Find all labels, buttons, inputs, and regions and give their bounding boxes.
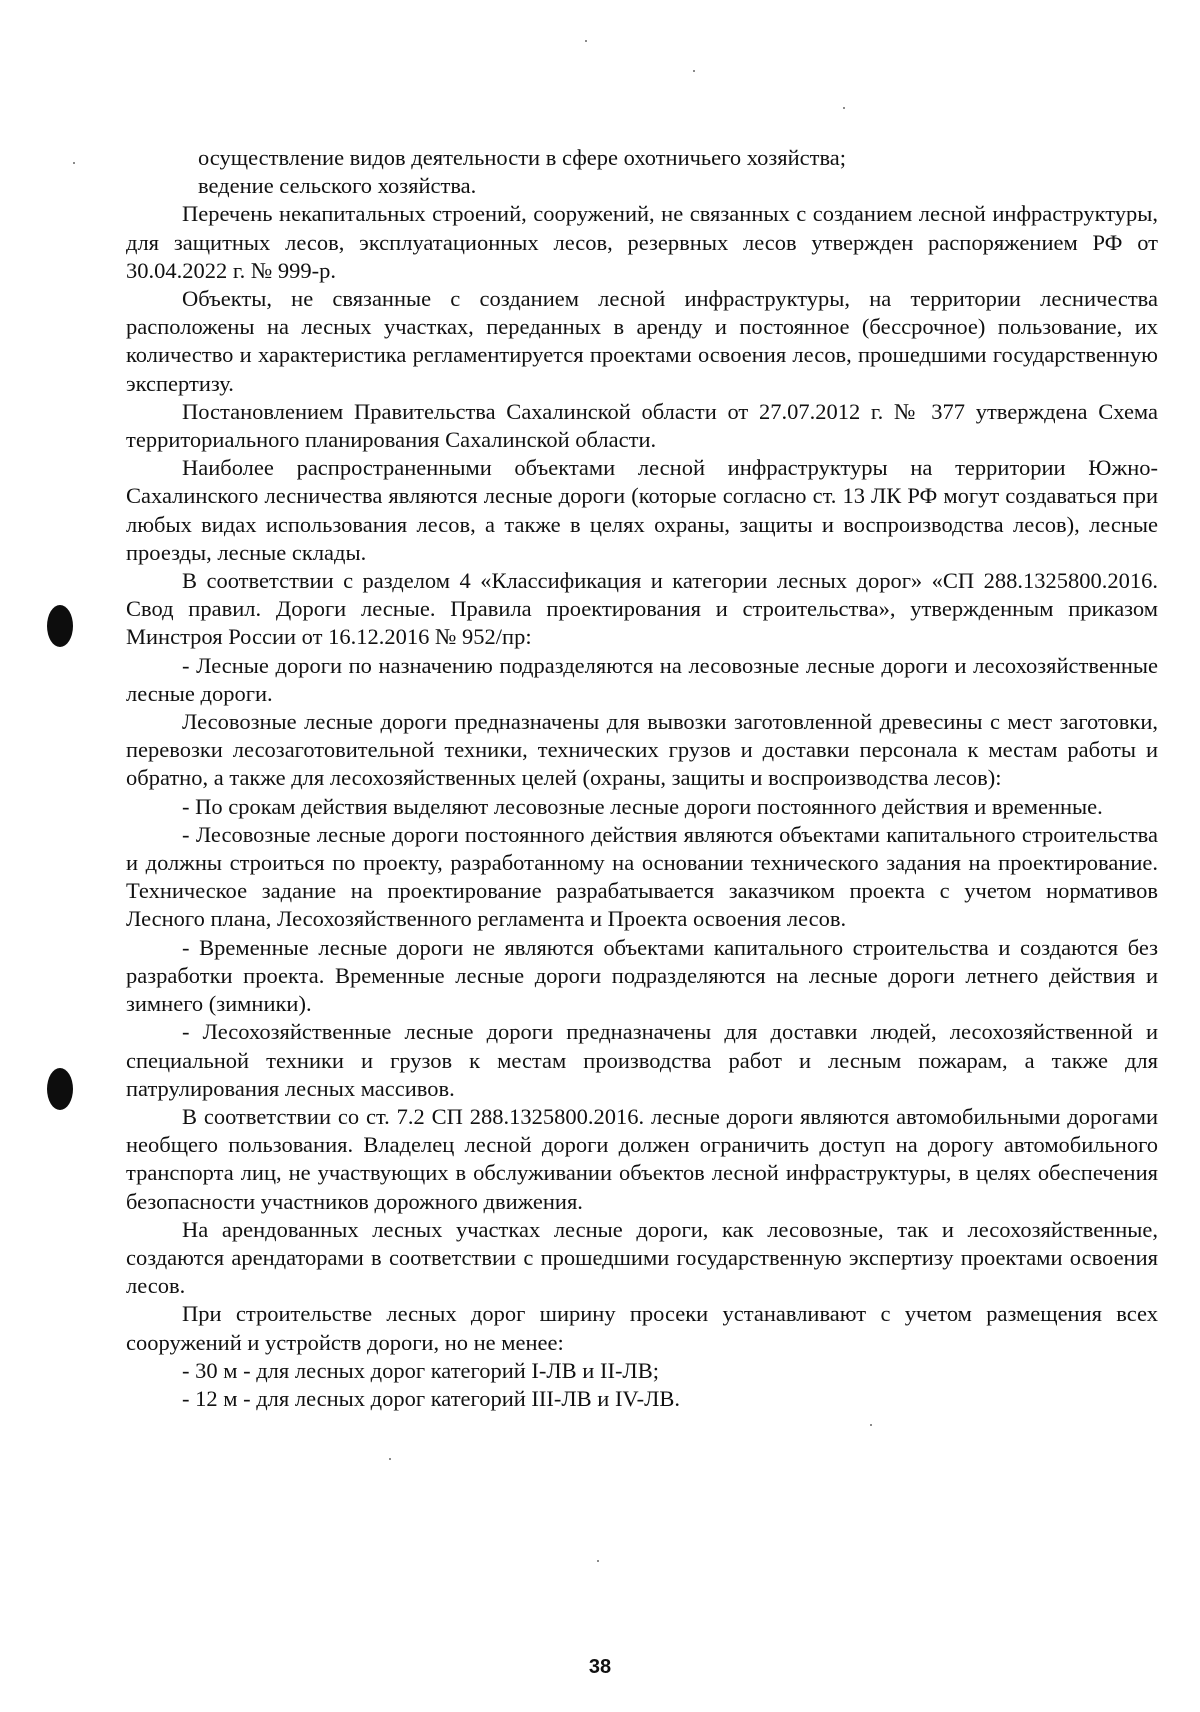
paragraph: - Лесные дороги по назначению подразделяются на лесовозные лесные дороги и лесохозяйственные лесные дороги. [126,652,1158,706]
paragraph: - 30 м - для лесных дорог категорий I-ЛВ и II-ЛВ; [182,1357,659,1383]
paragraph: При строительстве лесных дорог ширину просеки устанавливают с учетом размещения всех сооружений и устройств дороги, но не менее: [126,1301,1158,1355]
paragraph: Перечень некапитальных строений, сооружений, не связанных с созданием лесной инфраструктуры, для защитных лесов, эксплуатационных лесов, резервных лесов утвержден распоряжением РФ от 30.04.2022 г. № 999-р. [126,201,1158,283]
paragraph: осуществление видов деятельности в сфере охотничьего хозяйства; [198,145,847,170]
scan-speck [597,1560,599,1562]
body-text [126,144,1158,1413]
paragraph: - По срокам действия выделяют лесовозные лесные дороги постоянного действия и временные. [182,793,1103,819]
scan-speck [693,70,695,72]
paragraph: - Временные лесные дороги не являются объектами капитального строительства и создаются без разработки проекта. Временные лесные дороги подразделяются на лесные дороги летнего действия и зимнего (зимники). [126,934,1158,1017]
paragraph: В соответствии с разделом 4 «Классификация и категории лесных дорог» «СП 288.1325800.2016. Свод правил. Дороги лесные. Правила проектирования и строительства», утвержденным приказом Минстроя России от 16.12.2016 № 952/пр: [126,568,1158,650]
paragraph: На арендованных лесных участках лесные дороги, как лесовозные, так и лесохозяйственные, создаются арендаторами в соответствии с прошедшими государственную экспертизу проектами освоения лесов. [126,1216,1158,1299]
punch-hole-top [47,605,73,647]
paragraph: Постановлением Правительства Сахалинской области от 27.07.2012 г. № 377 утверждена Схема территориального планирования Сахалинской области. [126,398,1158,453]
page-number: 38 [588,1656,612,1678]
paragraph: - 12 м - для лесных дорог категорий III-ЛВ и IV-ЛВ. [182,1385,680,1411]
paragraph: Объекты, не связанные с созданием лесной инфраструктуры, на территории лесничества расположены на лесных участках, переданных в аренду и постоянное (бессрочное) пользование, их количество и характеристика регламентируется проектами освоения лесов, прошедшими государственную экспертизу. [126,286,1158,396]
scan-speck [73,162,75,164]
paragraph: В соответствии со ст. 7.2 СП 288.1325800.2016. лесные дороги являются автомобильными дорогами необщего пользования. Владелец лесной дороги должен ограничить доступ на дорогу автомобильного транспорта лиц, не участвующих в обслуживании объектов лесной инфраструктуры, в целях обеспечения безопасности участников дорожного движения. [126,1103,1158,1214]
scan-speck [389,1458,391,1460]
paragraph: - Лесохозяйственные лесные дороги предназначены для доставки людей, лесохозяйственной и специальной техники и грузов к местам производства работ и лесным пожарам, а также для патрулирования лесных массивов. [126,1019,1158,1101]
paragraph: - Лесовозные лесные дороги постоянного действия являются объектами капитального строительства и должны строиться по проекту, разработанному на основании технического задания на проектирование. Техническое задание на проектирование разрабатывается заказчиком проекта с учетом нормативов Лесного плана, Лесохозяйственного регламента и Проекта освоения лесов. [126,821,1158,932]
paragraph: Лесовозные лесные дороги предназначены для вывозки заготовленной древесины с мест заготовки, перевозки лесозаготовительной техники, технических грузов и доставки персонала к местам работы и обратно, а также для лесохозяйственных целей (охраны, защиты и воспроизводства лесов): [126,709,1158,791]
scan-speck [870,1424,872,1426]
punch-hole-bottom [47,1068,73,1110]
scan-speck [585,40,587,42]
scan-speck [843,107,845,109]
paragraph: Наиболее распространенными объектами лесной инфраструктуры на территории Южно-Сахалинского лесничества являются лесные дороги (которые согласно ст. 13 ЛК РФ могут создаваться при любых видах использования лесов, а также в целях охраны, защиты и воспроизводства лесов), лесные проезды, лесные склады. [126,455,1158,565]
paragraph: ведение сельского хозяйства. [198,173,477,199]
